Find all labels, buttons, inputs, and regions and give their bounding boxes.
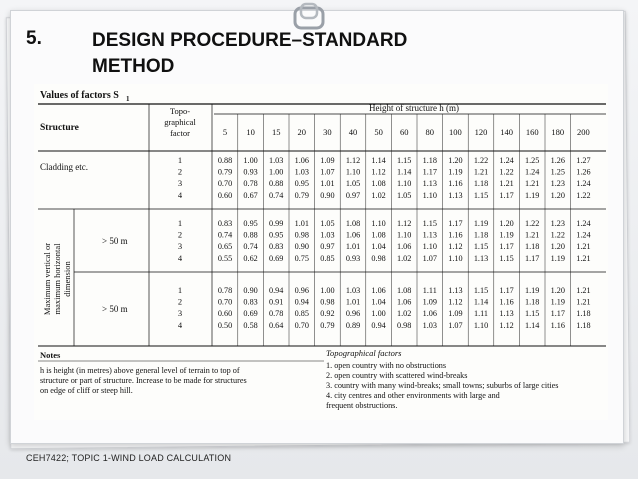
- table-cell-cladding: 0.88: [269, 179, 284, 189]
- slide-title: [92, 28, 532, 80]
- table-cell-lt50: 1.06: [422, 309, 437, 319]
- table-cell-cladding: 1.24: [576, 179, 591, 189]
- topo-line-5: frequent obstructions.: [326, 401, 398, 410]
- table-cell-gt50: 1.17: [448, 219, 463, 228]
- header-topo-line-2: graphical: [164, 117, 196, 127]
- height-header-cell: 200: [577, 127, 590, 137]
- table-cell-cladding: 1.20: [550, 190, 565, 200]
- table-cell-gt50: 0.93: [345, 253, 361, 263]
- table-cell-lt50: 1.13: [448, 286, 463, 295]
- table-cell-cladding: 1.03: [294, 167, 309, 177]
- table-cell-gt50: 1.15: [473, 242, 489, 252]
- table-cell-lt50: 1.21: [576, 297, 591, 307]
- table-cell-cladding: 1.22: [473, 156, 489, 165]
- table-cell-lt50: 1.11: [473, 309, 489, 319]
- lt50-label: > 50 m: [102, 304, 128, 314]
- height-header-cell: 80: [425, 127, 435, 137]
- topo-factor-cell: 4: [177, 319, 183, 330]
- group-label: [42, 243, 72, 315]
- table-cell-cladding: 0.70: [217, 179, 233, 189]
- table-cell-gt50: 1.13: [422, 230, 437, 240]
- table-cell-lt50: 1.06: [397, 297, 412, 307]
- table-cell-cladding: 0.78: [243, 179, 258, 189]
- table-cell-gt50: 1.05: [320, 219, 335, 228]
- table-cell-lt50: 0.91: [269, 297, 284, 307]
- topo-factor-cell: 4: [177, 252, 183, 263]
- table-cell-cladding: 1.20: [448, 156, 463, 165]
- table-cell-lt50: 1.17: [499, 286, 514, 295]
- table-cell-lt50: 1.13: [499, 309, 514, 319]
- table-cell-gt50: 0.85: [320, 253, 335, 263]
- table-cell-gt50: 1.22: [550, 230, 565, 240]
- table-cell-lt50: 0.60: [217, 309, 233, 319]
- note-line-1: h is height (in metres) above general level of terrain to top of: [40, 366, 240, 375]
- table-cell-gt50: 1.04: [371, 242, 386, 252]
- table-cell-lt50: 0.85: [294, 309, 309, 319]
- note-line-2: structure or part of structure. Increase to be made for structures: [40, 376, 247, 385]
- table-cell-lt50: 0.78: [269, 309, 284, 319]
- table-cell-lt50: 1.01: [345, 297, 361, 307]
- height-header-cell: 10: [246, 127, 255, 137]
- height-header-cell: 60: [399, 127, 409, 137]
- table-cell-gt50: 0.99: [269, 219, 284, 228]
- table-cell-gt50: 1.23: [550, 219, 565, 228]
- table-cell-lt50: 1.02: [397, 309, 412, 319]
- table-cell-gt50: 1.10: [422, 242, 437, 252]
- table-cell-gt50: 1.07: [422, 253, 437, 263]
- table-cell-cladding: 0.93: [243, 167, 258, 177]
- table-cell-lt50: 1.00: [371, 309, 386, 319]
- table-cell-cladding: 0.90: [320, 190, 335, 200]
- table-cell-lt50: 1.14: [525, 320, 540, 330]
- table-cell-cladding: 1.14: [397, 167, 412, 177]
- table-cell-cladding: 1.25: [550, 167, 565, 177]
- table-cell-gt50: 0.65: [217, 242, 233, 252]
- table-cell-gt50: 1.17: [525, 253, 540, 263]
- topo-factor-cell: 1: [177, 155, 183, 165]
- table-cell-cladding: 0.79: [294, 190, 309, 200]
- table-cell-lt50: 1.16: [550, 320, 565, 330]
- table-cell-gt50: 0.95: [269, 230, 284, 240]
- table-cell-cladding: 1.01: [320, 179, 335, 189]
- height-header-cell: 5: [222, 127, 228, 137]
- height-header-cell: 20: [297, 127, 307, 137]
- table-cell-cladding: 1.13: [448, 190, 463, 200]
- table-cell-gt50: 0.90: [294, 242, 309, 252]
- table-cell-lt50: 1.03: [345, 286, 361, 295]
- table-cell-gt50: 1.15: [422, 219, 437, 228]
- table-cell-cladding: 1.14: [371, 156, 386, 165]
- table-cell-lt50: 1.15: [473, 286, 489, 295]
- table-cell-gt50: 0.83: [269, 242, 284, 252]
- table-cell-gt50: 1.21: [525, 230, 540, 240]
- table-cell-gt50: 1.13: [473, 253, 489, 263]
- gt50-label: > 50 m: [102, 236, 128, 246]
- table-cell-cladding: 0.79: [217, 167, 233, 177]
- table-cell-gt50: 0.55: [217, 253, 233, 263]
- table-cell-cladding: 1.05: [397, 190, 412, 200]
- table-cell-lt50: 1.11: [422, 286, 437, 295]
- table-cell-lt50: 0.83: [243, 297, 258, 307]
- table-cell-gt50: 1.15: [499, 253, 514, 263]
- table-cell-gt50: 0.83: [217, 219, 233, 228]
- topo-factor-cell: 2: [177, 296, 183, 307]
- table-cell-lt50: 0.98: [397, 320, 412, 330]
- table-cell-gt50: 1.21: [576, 253, 591, 263]
- table-cell-lt50: 0.89: [345, 320, 361, 330]
- table-cell-gt50: 1.01: [294, 219, 309, 228]
- table-cell-gt50: 1.20: [550, 242, 565, 252]
- table-cell-lt50: 1.19: [550, 297, 565, 307]
- height-header-cell: 30: [323, 127, 332, 137]
- table-cell-gt50: 1.01: [345, 242, 361, 252]
- topo-factor-cell: 3: [177, 178, 183, 189]
- header-topo-line-3: factor: [170, 128, 190, 138]
- table-cell-gt50: 0.98: [294, 230, 309, 240]
- table-cell-gt50: 1.12: [448, 242, 463, 252]
- table-cell-lt50: 0.58: [243, 320, 258, 330]
- section-number: 5.: [26, 28, 42, 49]
- group-label-line-1: Maximum vertical or: [42, 242, 52, 316]
- cladding-label: Cladding etc.: [40, 162, 88, 172]
- table-cell-cladding: 1.21: [499, 179, 514, 189]
- table-cell-lt50: 1.15: [525, 309, 540, 319]
- height-header-cell: 100: [449, 127, 462, 137]
- table-cell-gt50: 1.19: [550, 253, 565, 263]
- table-cell-gt50: 0.74: [217, 230, 233, 240]
- table-cell-lt50: 0.70: [217, 297, 233, 307]
- table-cell-gt50: 1.17: [499, 242, 514, 252]
- table-cell-lt50: 1.03: [422, 320, 437, 330]
- table-cell-cladding: 1.05: [345, 179, 361, 189]
- table-cell-lt50: 0.78: [217, 286, 233, 295]
- table-cell-gt50: 0.75: [294, 253, 309, 263]
- table-cell-gt50: 0.95: [243, 219, 258, 228]
- topo-line-3: 3. country with many wind-breaks; small towns; suburbs of large cities: [326, 381, 559, 390]
- height-header-cell: 15: [271, 127, 281, 137]
- table-cell-lt50: 1.00: [320, 286, 335, 295]
- table-cell-cladding: 1.13: [422, 179, 437, 189]
- topo-factor-cell: 2: [177, 229, 183, 240]
- header-height: Height of structure h (m): [369, 103, 459, 113]
- table-cell-gt50: 0.62: [243, 253, 258, 263]
- note-line-3: on edge of cliff or steep hill.: [40, 386, 133, 395]
- height-header-cell: 50: [374, 127, 383, 137]
- header-topo-line-1: Topo-: [169, 106, 191, 116]
- table-cell-gt50: 1.19: [473, 219, 489, 228]
- table-cell-gt50: 1.10: [371, 219, 386, 228]
- table-cell-lt50: 0.96: [294, 286, 309, 295]
- table-cell-gt50: 1.16: [448, 230, 463, 240]
- table-cell-lt50: 1.16: [499, 297, 514, 307]
- topo-line-1: 1. open country with no obstructions: [326, 361, 447, 370]
- table-cell-lt50: 1.07: [448, 320, 463, 330]
- table-cell-lt50: 0.96: [345, 309, 361, 319]
- table-cell-gt50: 1.06: [345, 230, 361, 240]
- s1-factor-table: [34, 84, 608, 420]
- notes-title: Notes: [40, 350, 61, 360]
- table-cell-gt50: 1.06: [397, 242, 412, 252]
- height-header-cell: 160: [525, 127, 539, 137]
- topo-factor-cell: 3: [177, 241, 183, 252]
- table-cell-cladding: 1.18: [473, 179, 489, 189]
- table-cell-lt50: 1.19: [525, 286, 540, 295]
- table-cell-cladding: 1.19: [448, 167, 463, 177]
- table-cell-lt50: 1.12: [499, 320, 514, 330]
- table-cell-cladding: 1.18: [422, 156, 437, 165]
- topo-title: Topographical factors: [326, 348, 402, 358]
- table-cell-gt50: 1.10: [448, 253, 463, 263]
- table-cell-cladding: 1.08: [371, 179, 386, 189]
- table-cell-gt50: 0.88: [243, 230, 258, 240]
- table-cell-gt50: 0.74: [243, 242, 258, 252]
- table-cell-cladding: 1.21: [473, 167, 489, 177]
- topo-line-4: 4. city centres and other environments with large and: [326, 391, 500, 400]
- table-cell-cladding: 1.10: [422, 190, 437, 200]
- table-cell-lt50: 0.94: [371, 320, 386, 330]
- table-cell-gt50: 0.97: [320, 242, 335, 252]
- table-caption-subscript: 1: [126, 95, 130, 103]
- table-cell-cladding: 1.21: [525, 179, 540, 189]
- topo-factor-cell: 1: [177, 218, 183, 228]
- table-cell-cladding: 1.26: [550, 156, 565, 165]
- table-cell-lt50: 0.79: [320, 320, 335, 330]
- table-cell-gt50: 1.08: [371, 230, 386, 240]
- table-cell-cladding: 1.24: [499, 156, 514, 165]
- topo-factor-cell: 4: [177, 189, 183, 200]
- table-cell-lt50: 0.64: [269, 320, 284, 330]
- table-cell-lt50: 1.14: [473, 297, 489, 307]
- table-cell-cladding: 1.26: [576, 167, 591, 177]
- table-cell-lt50: 1.21: [576, 286, 591, 295]
- table-cell-lt50: 1.12: [448, 297, 463, 307]
- table-cell-cladding: 1.17: [422, 167, 437, 177]
- table-cell-lt50: 0.94: [294, 297, 309, 307]
- table-cell-gt50: 1.10: [397, 230, 412, 240]
- table-cell-gt50: 1.24: [576, 230, 591, 240]
- table-cell-cladding: 0.67: [243, 190, 258, 200]
- slide-footer: CEH7422; TOPIC 1-WIND LOAD CALCULATION: [26, 453, 232, 463]
- table-cell-cladding: 1.19: [525, 190, 540, 200]
- table-cell-lt50: 1.20: [550, 286, 565, 295]
- table-cell-lt50: 1.18: [576, 309, 591, 319]
- table-cell-cladding: 1.24: [525, 167, 540, 177]
- table-cell-lt50: 1.17: [550, 309, 565, 319]
- table-cell-gt50: 0.69: [269, 253, 284, 263]
- table-cell-lt50: 0.94: [269, 286, 284, 295]
- table-cell-cladding: 1.03: [269, 156, 284, 165]
- height-header-cell: 180: [551, 127, 565, 137]
- table-cell-gt50: 1.21: [576, 242, 591, 252]
- table-cell-lt50: 0.92: [320, 309, 335, 319]
- table-cell-gt50: 1.08: [345, 219, 361, 228]
- slide-title-line-2: METHOD: [92, 56, 175, 77]
- table-cell-cladding: 0.97: [345, 190, 361, 200]
- table-cell-cladding: 1.17: [499, 190, 514, 200]
- table-cell-gt50: 1.18: [473, 230, 489, 240]
- table-cell-lt50: 1.09: [422, 297, 437, 307]
- table-cell-cladding: 1.06: [294, 156, 309, 165]
- table-cell-cladding: 1.10: [397, 179, 412, 189]
- table-body: [178, 155, 591, 330]
- table-cell-cladding: 1.02: [371, 190, 386, 200]
- table-cell-cladding: 1.09: [320, 156, 335, 165]
- table-cell-cladding: 1.15: [473, 190, 489, 200]
- table-cell-cladding: 1.25: [525, 156, 540, 165]
- table-cell-cladding: 1.10: [345, 167, 361, 177]
- table-cell-lt50: 0.69: [243, 309, 258, 319]
- table-cell-cladding: 0.95: [294, 179, 309, 189]
- table-cell-gt50: 1.19: [499, 230, 514, 240]
- table-cell-lt50: 1.06: [371, 286, 386, 295]
- table-cell-gt50: 1.12: [397, 219, 412, 228]
- table-cell-gt50: 0.98: [371, 253, 386, 263]
- table-cell-gt50: 1.20: [499, 219, 514, 228]
- table-cell-cladding: 0.74: [269, 190, 284, 200]
- table-cell-lt50: 1.09: [448, 309, 463, 319]
- table-cell-lt50: 1.08: [397, 286, 412, 295]
- slide-title-line-1: DESIGN PROCEDURE–STANDARD: [92, 30, 408, 51]
- header-structure: Structure: [40, 123, 79, 133]
- table-cell-cladding: 1.22: [576, 190, 591, 200]
- table-cell-cladding: 1.23: [550, 179, 565, 189]
- table-cell-cladding: 1.00: [269, 167, 284, 177]
- table-cell-lt50: 0.70: [294, 320, 309, 330]
- table-cell-gt50: 1.03: [320, 230, 335, 240]
- group-label-line-2: maximum horizontal: [52, 243, 62, 315]
- topo-factor-cell: 2: [177, 166, 183, 177]
- table-cell-lt50: 0.50: [217, 320, 233, 330]
- table-cell-cladding: 1.00: [243, 156, 258, 165]
- table-cell-lt50: 1.18: [576, 320, 591, 330]
- table-caption: Values of factors S: [40, 90, 119, 101]
- table-cell-gt50: 1.24: [576, 219, 591, 228]
- topo-factor-cell: 1: [177, 285, 183, 295]
- group-label-line-3: dimension: [62, 261, 72, 297]
- table-cell-cladding: 1.16: [448, 179, 463, 189]
- table-cell-gt50: 1.18: [525, 242, 540, 252]
- table-cell-lt50: 1.04: [371, 297, 386, 307]
- table-cell-lt50: 1.10: [473, 320, 489, 330]
- table-cell-cladding: 1.27: [576, 156, 591, 165]
- table-cell-cladding: 1.12: [371, 167, 386, 177]
- height-header-cell: 40: [348, 127, 358, 137]
- table-cell-lt50: 1.18: [525, 297, 540, 307]
- height-header-cell: 120: [474, 127, 488, 137]
- table-cell-lt50: 0.98: [320, 297, 335, 307]
- table-cell-cladding: 1.15: [397, 156, 412, 165]
- topo-line-2: 2. open country with scattered wind-breaks: [326, 371, 468, 380]
- table-cell-cladding: 1.22: [499, 167, 514, 177]
- table-cell-gt50: 1.02: [397, 253, 412, 263]
- topo-factor-cell: 3: [177, 308, 183, 319]
- height-header-cell: 140: [500, 127, 513, 137]
- table-cell-cladding: 0.60: [217, 190, 233, 200]
- table-cell-cladding: 1.12: [345, 156, 361, 165]
- table-cell-gt50: 1.22: [525, 219, 540, 228]
- table-cell-lt50: 0.90: [243, 286, 258, 295]
- table-cell-cladding: 1.07: [320, 167, 335, 177]
- table-cell-cladding: 0.88: [217, 156, 233, 165]
